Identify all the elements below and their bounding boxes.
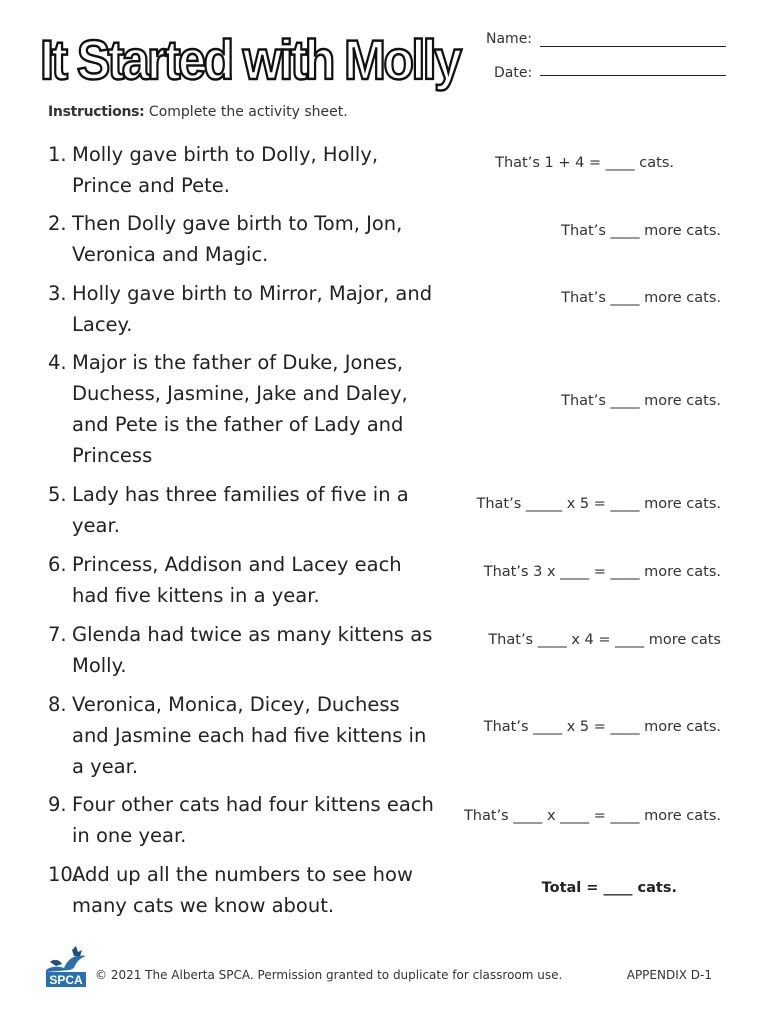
answer-1: That’s 1 + 4 = ____ cats.	[495, 155, 674, 171]
question-number: 2.	[48, 212, 67, 235]
spca-logo	[42, 944, 90, 988]
question-number: 4.	[48, 351, 67, 374]
answer-6: That’s 3 x ____ = ____ more cats.	[483, 564, 721, 580]
name-label: Name:	[486, 31, 533, 47]
name-line	[540, 46, 726, 47]
question-text: Veronica, Monica, Dicey, Duchess and Jasmine each had five kittens in a year.	[72, 693, 427, 778]
page-title: It Started with Molly	[40, 28, 460, 91]
instructions-label: Instructions:	[48, 104, 145, 120]
question-text: Holly gave birth to Mirror, Major, and Lacey.	[72, 282, 433, 336]
answer-8: That’s ____ x 5 = ____ more cats.	[483, 719, 721, 735]
total-answer: Total = ____ cats.	[541, 880, 677, 896]
question-number: 6.	[48, 553, 67, 576]
question-number: 1.	[48, 143, 67, 166]
copyright-text: © 2021 The Alberta SPCA. Permission granted to duplicate for classroom use.	[95, 968, 563, 982]
question-number: 10.	[48, 863, 80, 886]
answer-5: That’s _____ x 5 = ____ more cats.	[476, 496, 721, 512]
answer-4: That’s ____ more cats.	[561, 393, 721, 409]
date-line	[540, 75, 726, 76]
question-text: Then Dolly gave birth to Tom, Jon, Veronica and Magic.	[72, 212, 403, 266]
question-text: Major is the father of Duke, Jones, Duchess, Jasmine, Jake and Daley, and Pete is the father of Lady and Princess	[72, 351, 408, 467]
question-text: Glenda had twice as many kittens as Molly.	[72, 623, 433, 677]
question-text: Molly gave birth to Dolly, Holly, Prince and Pete.	[72, 143, 379, 197]
answer-2: That’s ____ more cats.	[561, 223, 721, 239]
answer-3: That’s ____ more cats.	[561, 290, 721, 306]
question-text: Four other cats had four kittens each in one year.	[72, 793, 434, 847]
question-number: 3.	[48, 282, 67, 305]
question-text: Add up all the numbers to see how many cats we know about.	[72, 863, 413, 917]
answer-9: That’s ____ x ____ = ____ more cats.	[463, 808, 721, 824]
question-number: 8.	[48, 693, 67, 716]
question-number: 5.	[48, 483, 67, 506]
appendix-label: APPENDIX D-1	[626, 968, 712, 982]
question-text: Lady has three families of five in a year.	[72, 483, 409, 537]
question-number: 9.	[48, 793, 67, 816]
question-text: Princess, Addison and Lacey each had five kittens in a year.	[72, 553, 402, 607]
question-number: 7.	[48, 623, 67, 646]
answer-7: That’s ____ x 4 = ____ more cats	[488, 632, 721, 648]
date-label: Date:	[494, 65, 533, 81]
date-field	[494, 65, 731, 85]
instructions	[48, 104, 348, 120]
instructions-text: Complete the activity sheet.	[144, 104, 348, 120]
logo-text: SPCA	[49, 973, 83, 987]
name-field	[486, 31, 731, 51]
